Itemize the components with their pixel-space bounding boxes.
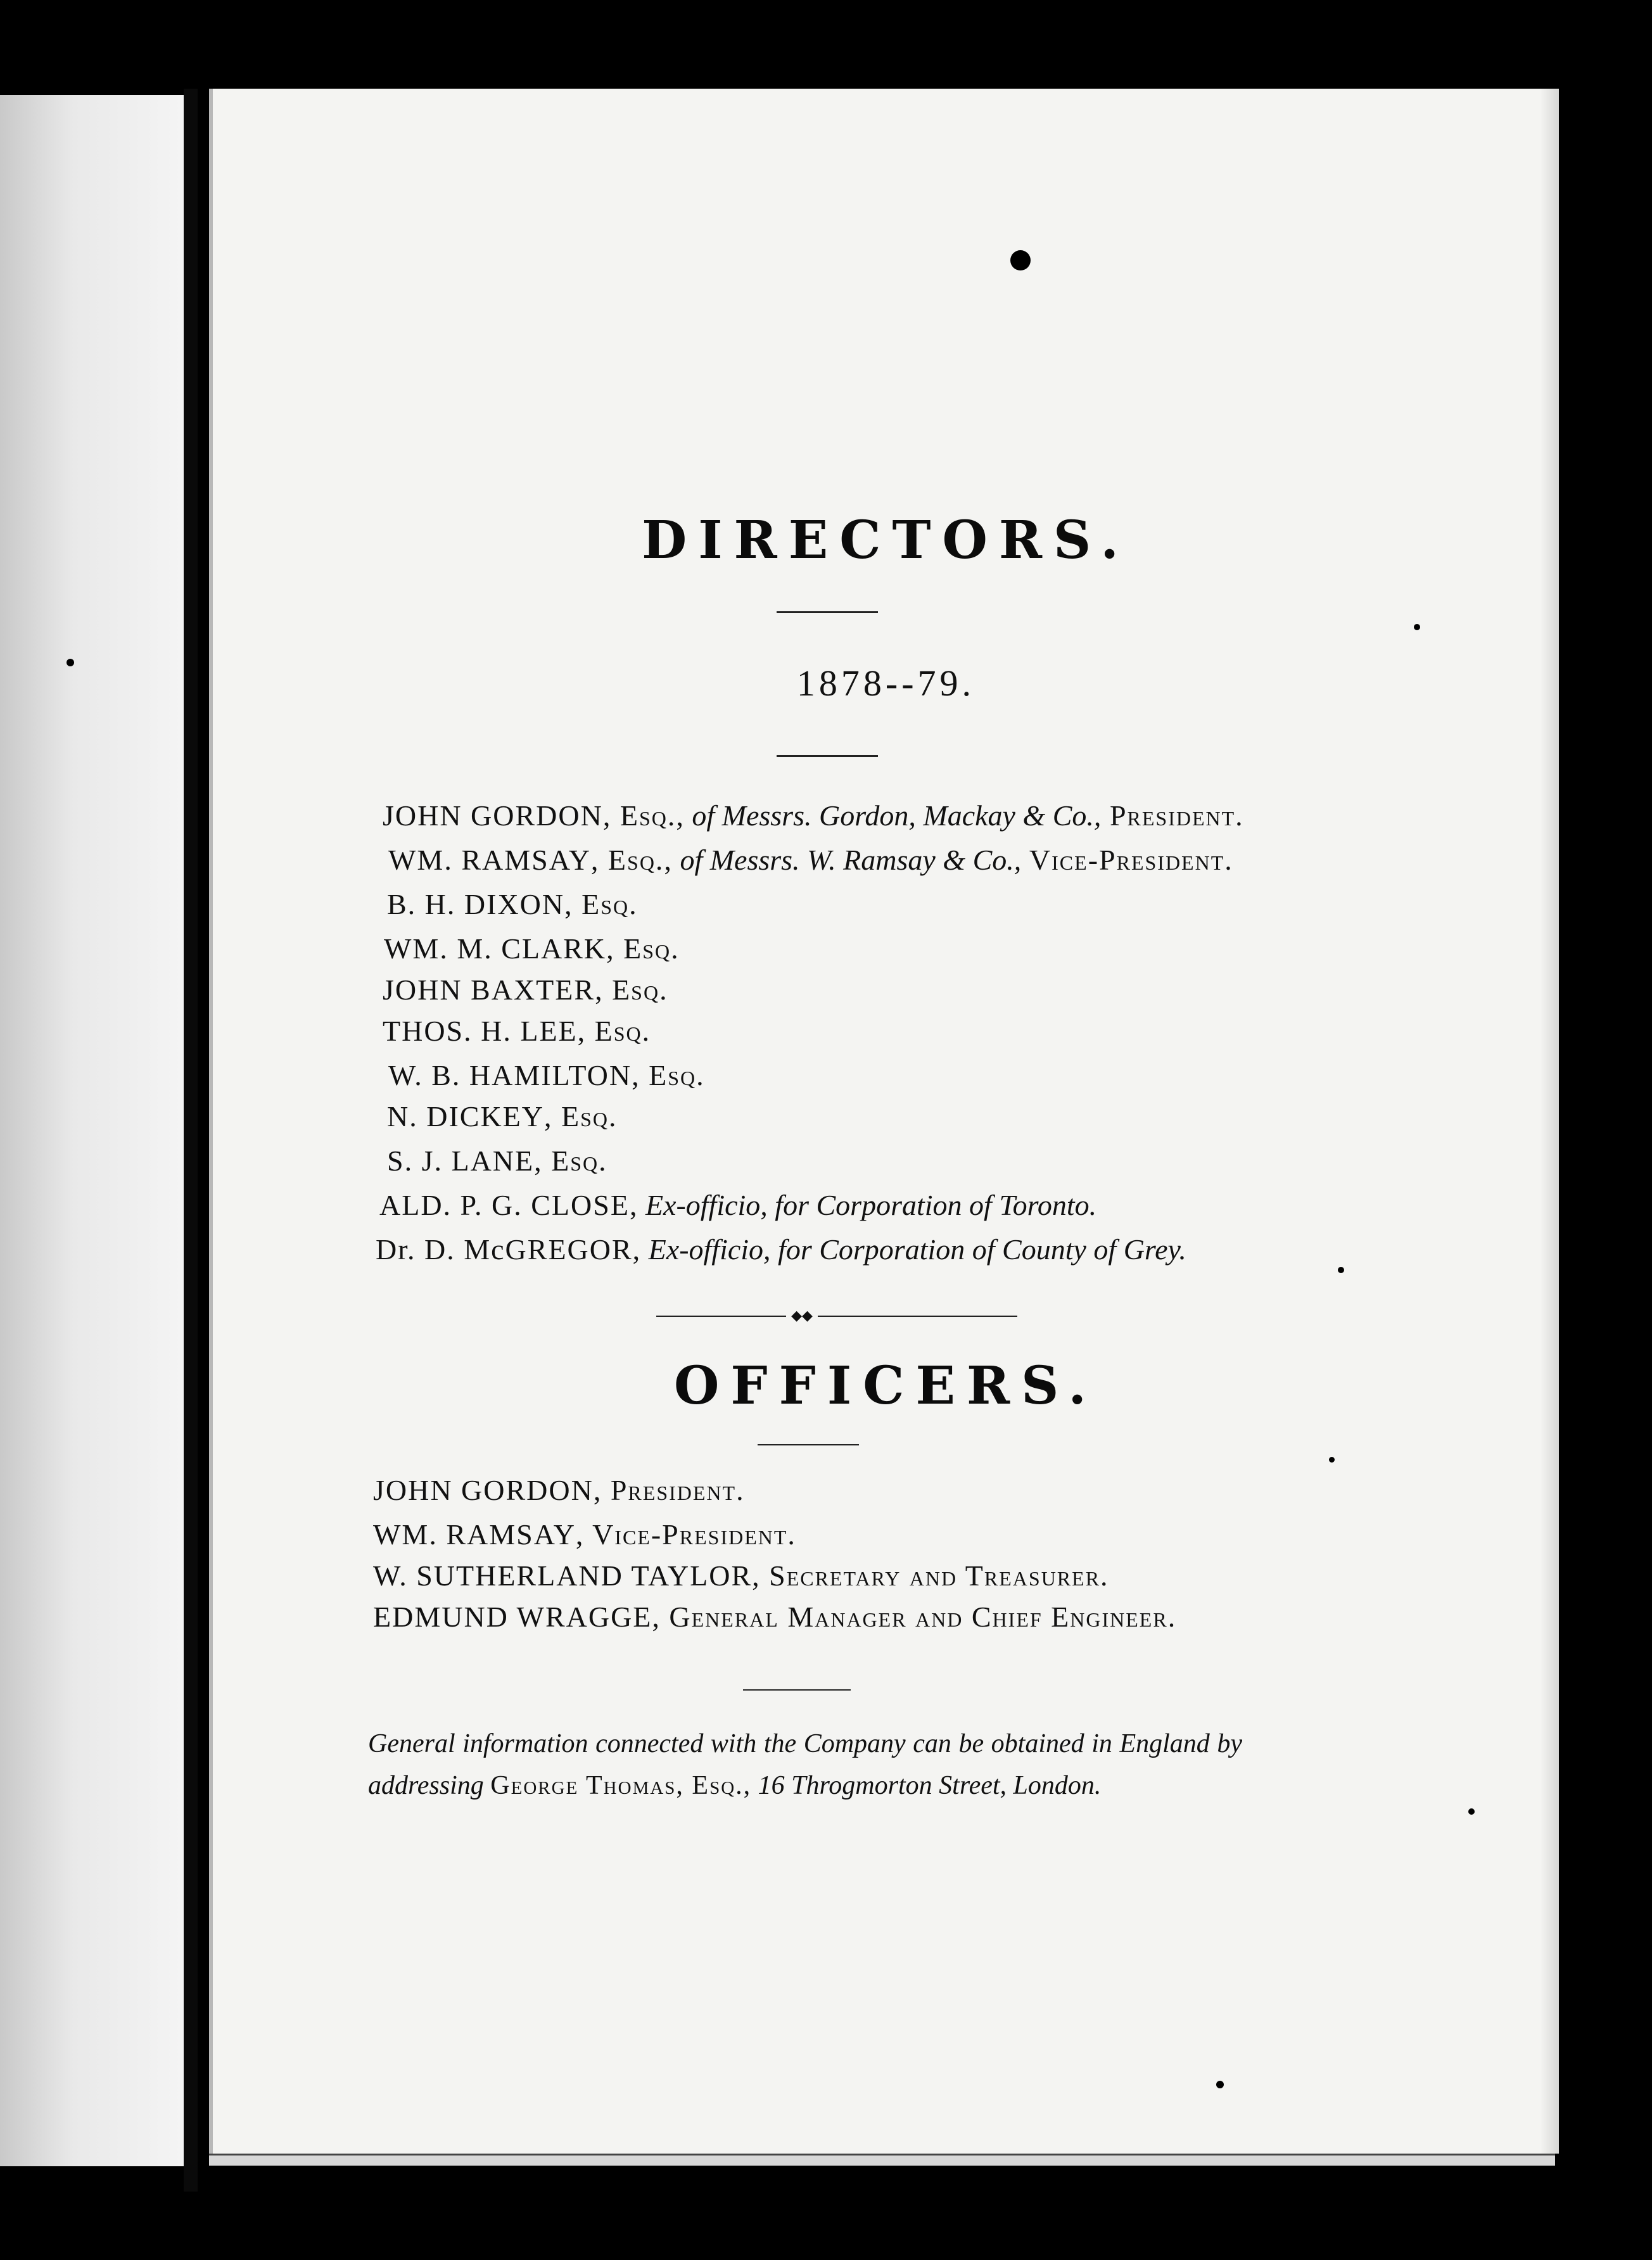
officer-entry xyxy=(373,1520,796,1549)
director-title: , Esq. xyxy=(577,1015,651,1047)
general-information-note xyxy=(368,1723,1242,1806)
director-entry xyxy=(387,1102,618,1131)
director-name: S. J. LANE xyxy=(387,1145,535,1177)
note-contact: George Thomas, Esq., xyxy=(490,1771,752,1800)
director-affiliation: of Messrs. Gordon, Mackay & Co., xyxy=(684,799,1102,832)
director-entry xyxy=(387,1146,607,1176)
director-entry xyxy=(376,1235,1186,1264)
director-entry xyxy=(379,1191,1096,1220)
director-title: , xyxy=(632,1233,642,1266)
director-entry xyxy=(388,1061,705,1090)
director-name: THOS. H. LEE xyxy=(383,1015,578,1047)
ink-speck xyxy=(1329,1457,1335,1463)
officer-entry xyxy=(373,1476,745,1505)
director-entry xyxy=(383,1017,651,1046)
note-text-1: General information connected with the Company can be obtained in England by addressing xyxy=(368,1729,1242,1800)
director-entry xyxy=(387,890,638,919)
ornament-center: ◆◆ xyxy=(786,1310,818,1321)
officer-name: WM. RAMSAY xyxy=(373,1518,576,1551)
director-affiliation: Ex-officio, for Corporation of County of Grey. xyxy=(641,1233,1186,1266)
officer-role: , Vice-President. xyxy=(575,1518,796,1551)
ink-speck xyxy=(1338,1267,1344,1273)
officer-entry xyxy=(373,1603,1176,1632)
page-bottom-edge xyxy=(209,2154,1555,2166)
officer-role: , Secretary and Treasurer. xyxy=(752,1559,1109,1592)
director-name: W. B. HAMILTON xyxy=(388,1059,632,1091)
director-affiliation: Ex-officio, for Corporation of Toronto. xyxy=(638,1189,1097,1221)
director-title: , Esq. xyxy=(534,1145,607,1177)
director-name: Dr. D. McGREGOR xyxy=(376,1233,633,1266)
ink-speck xyxy=(1468,1808,1475,1815)
officers-rule-bottom xyxy=(743,1689,851,1691)
director-title: , Esq. xyxy=(564,888,638,920)
director-name: B. H. DIXON xyxy=(387,888,565,920)
director-role: President. xyxy=(1101,799,1244,832)
director-name: N. DICKEY xyxy=(387,1100,544,1133)
director-title: , Esq., xyxy=(590,844,673,876)
ink-speck xyxy=(1414,624,1420,630)
officers-rule-top xyxy=(758,1444,859,1445)
officers-heading: OFFICERS. xyxy=(674,1355,1098,1416)
director-name: WM. RAMSAY xyxy=(388,844,591,876)
director-name: JOHN GORDON xyxy=(383,799,603,832)
directors-rule-bottom xyxy=(777,755,878,757)
director-title: , Esq. xyxy=(595,974,668,1006)
director-affiliation: of Messrs. W. Ramsay & Co., xyxy=(672,844,1022,876)
ink-speck xyxy=(1010,250,1031,270)
director-title: , xyxy=(629,1189,639,1221)
directors-heading: DIRECTORS. xyxy=(642,510,1130,571)
note-text-2: 16 Throgmorton Street, London. xyxy=(751,1771,1102,1800)
director-title: , Esq., xyxy=(602,799,685,832)
directors-year: 1878--79. xyxy=(796,663,975,704)
director-entry xyxy=(384,934,680,963)
director-entry xyxy=(383,975,668,1005)
officer-name: W. SUTHERLAND TAYLOR xyxy=(373,1559,753,1592)
ink-speck xyxy=(1216,2081,1224,2088)
director-title: , Esq. xyxy=(543,1100,618,1133)
director-name: ALD. P. G. CLOSE xyxy=(379,1189,630,1221)
officer-name: EDMUND WRAGGE xyxy=(373,1601,652,1633)
ornament-divider xyxy=(656,1316,1017,1317)
director-entry xyxy=(388,846,1233,875)
director-entry xyxy=(383,801,1244,830)
director-name: JOHN BAXTER xyxy=(383,974,595,1006)
officer-entry xyxy=(373,1561,1109,1590)
document-page xyxy=(209,89,1559,2154)
officer-role: , General Manager and Chief Engineer. xyxy=(652,1601,1177,1633)
officer-role: , President. xyxy=(593,1474,745,1506)
facing-page xyxy=(0,95,184,2166)
director-title: , Esq. xyxy=(632,1059,705,1091)
directors-rule-top xyxy=(777,611,878,613)
director-role: Vice-President. xyxy=(1021,844,1233,876)
officer-name: JOHN GORDON xyxy=(373,1474,594,1506)
director-title: , Esq. xyxy=(606,932,680,965)
ink-speck xyxy=(67,659,74,666)
director-name: WM. M. CLARK xyxy=(384,932,607,965)
book-spine xyxy=(184,89,198,2192)
